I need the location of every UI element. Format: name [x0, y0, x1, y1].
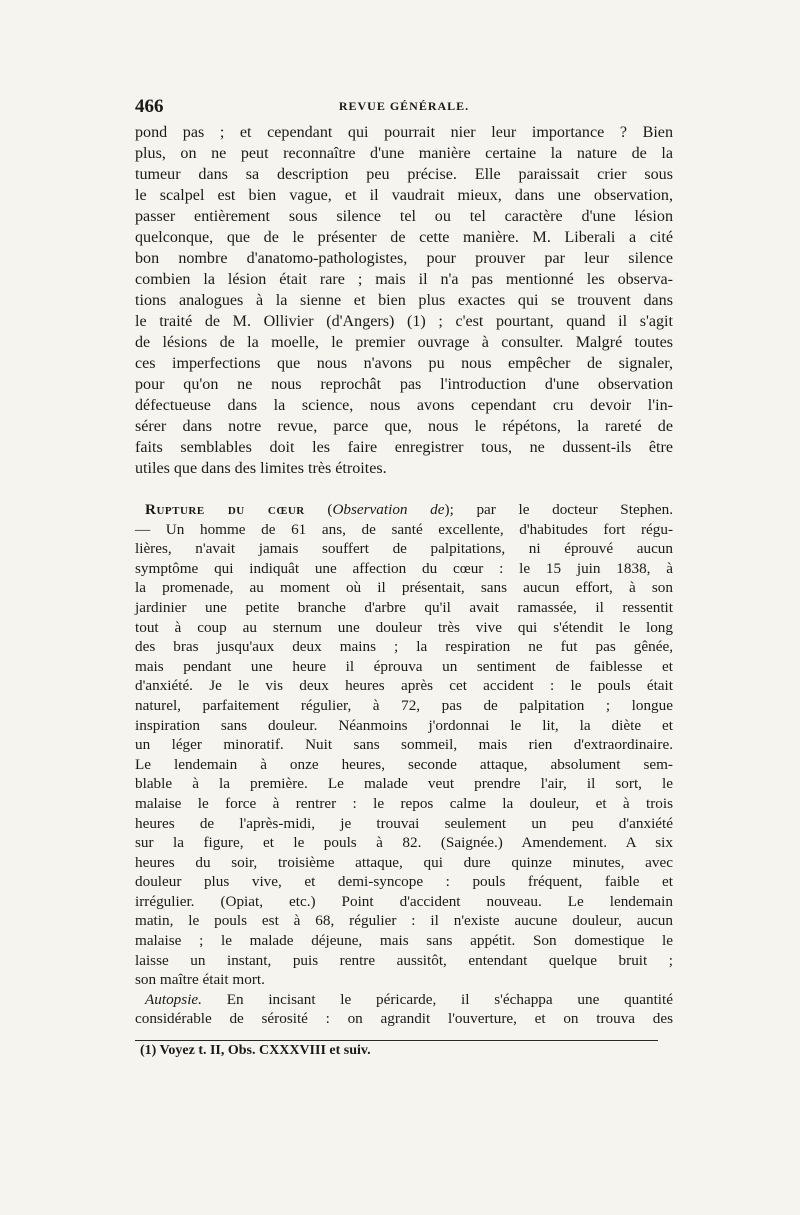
text-line: passer entièrement sous silence tel ou tel caractère d'une lésion [135, 208, 673, 225]
text-line: la promenade, au moment où il présentait, sans aucun effort, à son [135, 579, 673, 597]
text-line: lières, n'avait jamais souffert de palpitations, ni éprouvé aucun [135, 540, 673, 558]
text-line: défectueuse dans la science, nous avons cependant cru devoir l'in- [135, 397, 673, 414]
text-line: malaise ; le malade déjeune, mais sans appétit. Son domestique le [135, 932, 673, 950]
text-line: Le lendemain à onze heures, seconde attaque, absolument sem- [135, 755, 673, 773]
section-author: ; par le docteur Stephen. [449, 501, 674, 518]
autopsy-label: Autopsie. [145, 990, 202, 1008]
page-number: 466 [135, 96, 164, 117]
text-line: inspiration sans douleur. Néanmoins j'ordonnai le lit, la diète et [135, 716, 673, 734]
text-line: tions analogues à la sienne et bien plus exactes qui se trouvent dans [135, 292, 673, 309]
text-line: le traité de M. Ollivier (d'Angers) (1) ; c'est pourtant, quand il s'agit [135, 313, 673, 330]
commentary-paragraph [135, 122, 673, 479]
text-line: un léger minoratif. Nuit sans sommeil, mais rien d'extraordinaire. [135, 736, 673, 754]
page-header [135, 96, 673, 122]
text-line: combien la lésion était rare ; mais il n'a pas mentionné les observa- [135, 271, 673, 288]
text-line: mais pendant une heure il éprouva un sentiment de faiblesse et [135, 657, 673, 675]
text-line: jardinier une petite branche d'arbre qu'il avait ramassée, il ressentit [135, 598, 673, 616]
text-line: malaise le force à rentrer : le repos calme la douleur, et à trois [135, 794, 673, 812]
text-line: laisse un instant, puis rentre aussitôt, entendant quelque bruit ; [135, 951, 673, 969]
text-line: — Un homme de 61 ans, de santé excellente, d'habitudes fort régu- [135, 520, 673, 538]
section-title: Rupture du cœur [145, 501, 305, 518]
text-line: tumeur dans sa description peu précise. Elle paraissait crier sous [135, 166, 673, 183]
text-line: heures du soir, troisième attaque, qui dure quinze minutes, avec [135, 853, 673, 871]
autopsy-line [135, 990, 673, 1010]
text-line: sur la figure, et le pouls à 82. (Saignée.) Amendement. A six [135, 834, 673, 852]
text-line: d'anxiété. Je le vis deux heures après cet accident : le pouls était [135, 677, 673, 695]
text-line: pour qu'on ne nous reprochât pas l'introduction d'une observation [135, 376, 673, 393]
text-line: heures de l'après-midi, je trouvai seulement un peu d'anxiété [135, 814, 673, 832]
footnote: (1) Voyez t. II, Obs. CXXXVIII et suiv. [140, 1043, 371, 1058]
document-page [135, 96, 673, 1029]
text-line: utiles que dans des limites très étroites. [135, 460, 387, 477]
text-line: faits semblables doit les faire enregistrer tous, ne dussent-ils être [135, 439, 673, 456]
section-heading-line: Rupture du cœur (Observation de); par le docteur Stephen. [145, 501, 674, 518]
text-line: ces imperfections que nous n'avons pu nous empêcher de signaler, [135, 355, 673, 372]
text-line: douleur plus vive, et demi-syncope : pouls fréquent, faible et [135, 873, 673, 891]
text-line: le scalpel est bien vague, et il vaudrait mieux, dans une observation, [135, 187, 673, 204]
running-title: REVUE GÉNÉRALE. [338, 99, 470, 113]
text-line: plus, on ne peut reconnaître d'une manière certaine la nature de la [135, 145, 673, 162]
text-line: de lésions de la moelle, le premier ouvrage à consulter. Malgré toutes [135, 334, 673, 351]
case-report [135, 500, 673, 1029]
text-line: son maître était mort. [135, 971, 265, 989]
text-line: irrégulier. (Opiat, etc.) Point d'accident nouveau. Le lendemain [135, 892, 673, 910]
text-line: symptôme qui indiquât une affection du cœur : le 15 juin 1838, à [135, 559, 673, 577]
autopsy-text: En incisant le péricarde, il s'échappa une quantité [226, 990, 673, 1008]
text-line: sérer dans notre revue, parce que, nous le répétons, la rareté de [135, 418, 673, 435]
text-line: quelconque, que de le présenter de cette manière. M. Liberali a cité [135, 229, 673, 246]
footnote-rule [135, 1040, 658, 1041]
text-line: considérable de sérosité : on agrandit l'ouverture, et on trouva des [135, 1010, 673, 1028]
text-line: naturel, parfaitement régulier, à 72, pas de palpitation ; longue [135, 696, 673, 714]
section-subtitle: Observation de [332, 501, 445, 518]
text-line: matin, le pouls est à 68, régulier : il n'existe aucune douleur, aucun [135, 912, 673, 930]
text-line: blable à la première. Le malade veut prendre l'air, il sort, le [135, 775, 673, 793]
text-line: tout à coup au sternum une douleur très vive qui s'étendit le long [135, 618, 673, 636]
text-line: bon nombre d'anatomo-pathologistes, pour prouver par leur silence [135, 250, 673, 267]
text-line: pond pas ; et cependant qui pourrait nier leur importance ? Bien [135, 124, 673, 141]
text-line: des bras jusqu'aux deux mains ; la respiration ne fut pas gênée, [135, 638, 673, 656]
